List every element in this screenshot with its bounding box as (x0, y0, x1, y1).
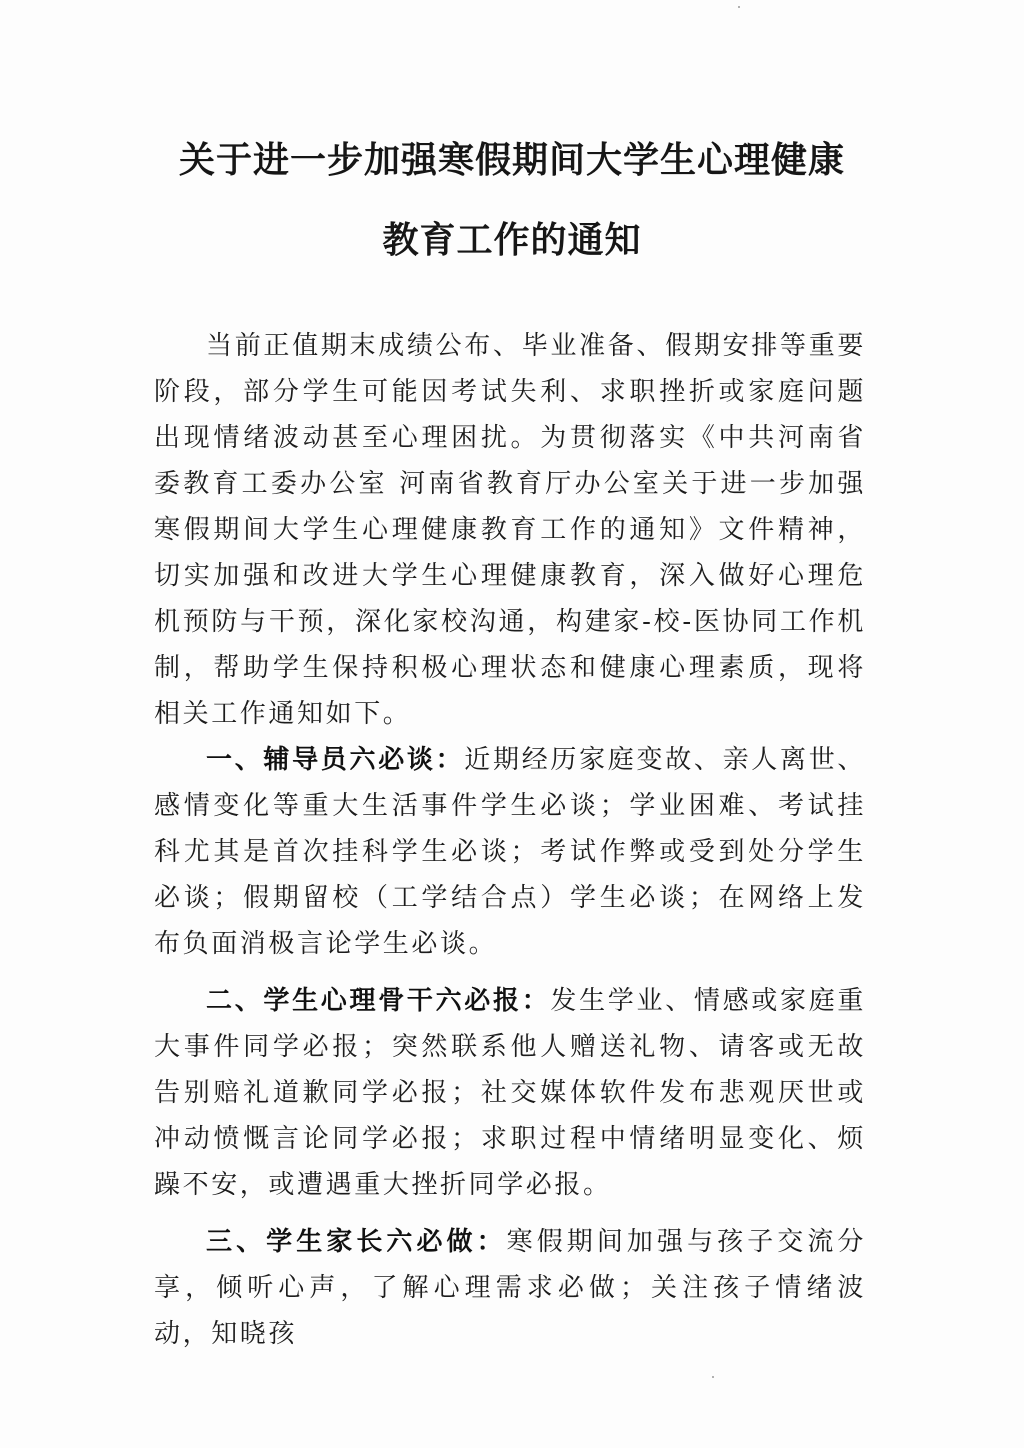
section-2-text: 发生学业、情感或家庭重大事件同学必报；突然联系他人赠送礼物、请客或无故告别赔礼道歉同学必报；社交媒体软件发布悲观厌世或冲动愤慨言论同学必报；求职过程中情绪明显变化、烦躁不安，或遭遇重大挫折同学必报。 (154, 986, 867, 1200)
document-title-line-1: 关于进一步加强寒假期间大学生心理健康 (178, 139, 845, 181)
intro-paragraph (154, 323, 866, 737)
section-2-paragraph (154, 978, 866, 1208)
section-3-text: 寒假期间加强与孩子交流分享，倾听心声，了解心理需求必做；关注孩子情绪波动，知晓孩 (154, 1227, 866, 1349)
intro-text: 当前正值期末成绩公布、毕业准备、假期安排等重要阶段，部分学生可能因考试失利、求职挫折或家庭问题出现情绪波动甚至心理困扰。为贯彻落实《中共河南省委教育工委办公室 河南省教育厅办公室关于进一步加强寒假期间大学生心理健康教育工作的通知》文件精神，切实加强和改进大学生心理健康教育，深入做好心理危机预防与干预，深化家校沟通，构建家-校-医协同工作机制，帮助学生保持积极心理状态和健康心理素质，现将相关工作通知如下。 (154, 331, 866, 729)
document-body (154, 323, 866, 1357)
section-1-paragraph (154, 737, 866, 967)
section-2-heading: 二、学生心理骨干六必报： (206, 986, 551, 1016)
scan-speck (738, 6, 740, 8)
section-3-heading: 三、学生家长六必做： (206, 1227, 507, 1257)
scan-speck (712, 1376, 714, 1378)
document-title-line-2: 教育工作的通知 (382, 219, 642, 261)
section-3-paragraph (154, 1219, 866, 1357)
section-1-text: 近期经历家庭变故、亲人离世、感情变化等重大生活事件学生必谈；学业困难、考试挂科尤其是首次挂科学生必谈；考试作弊或受到处分学生必谈；假期留校（工学结合点）学生必谈；在网络上发布负面消极言论学生必谈。 (154, 745, 866, 959)
section-1-heading: 一、辅导员六必谈： (206, 745, 465, 775)
